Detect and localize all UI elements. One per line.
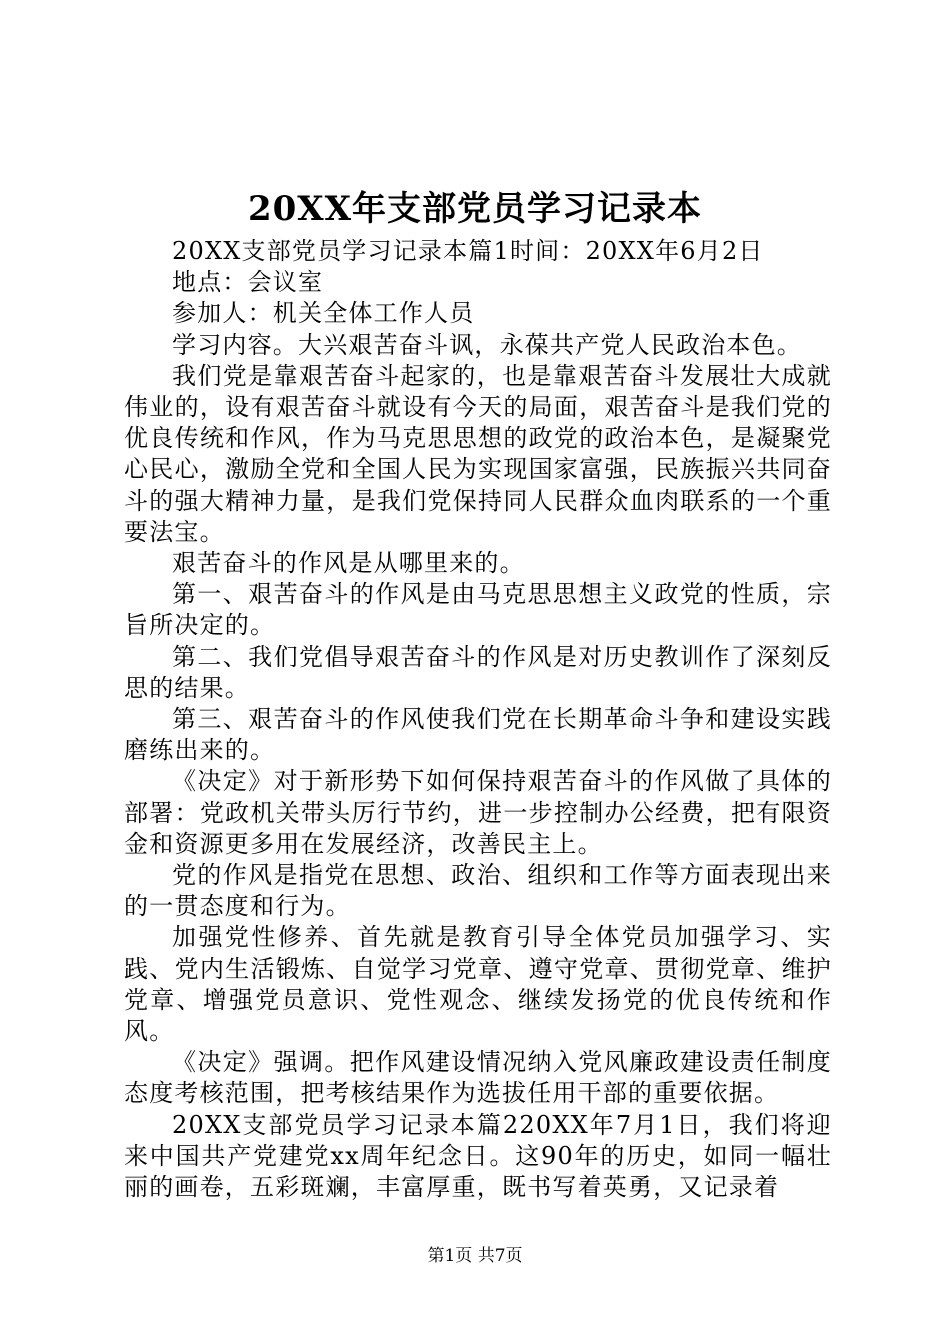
paragraph: 加强党性修养、首先就是教育引导全体党员加强学习、实践、党内生活锻炼、自觉学习党章、遵守党章、贯彻党章、维护党章、增强党员意识、党性观念、继续发扬党的优良传统和作风。 [124,923,832,1046]
page-footer: 第1页 共7页 [427,1246,523,1266]
paragraph: 地点：会议室 [172,268,324,297]
paragraph: 第一、艰苦奋斗的作风是由马克思思想主义政党的性质，宗旨所决定的。 [124,580,832,640]
paragraph: 《决定》对于新形势下如何保持艰苦奋斗的作风做了具体的部署：党政机关带头厉行节约，进一步控制办公经费，把有限资金和资源更多用在发展经济，改善民主上。 [124,767,832,858]
paragraph: 艰苦奋斗的作风是从哪里来的。 [172,549,525,578]
paragraph: 学习内容。大兴艰苦奋斗讽，永葆共产党人民政治本色。 [172,330,802,359]
paragraph: 第二、我们党倡导艰苦奋斗的作风是对历史教训作了深刻反思的结果。 [124,642,832,702]
paragraph: 党的作风是指党在思想、政治、组织和工作等方面表现出来的一贯态度和行为。 [124,861,832,921]
document-title: 20XX年支部党员学习记录本 [247,189,703,229]
document-body [124,236,832,1203]
paragraph: 20XX支部党员学习记录本篇220XX年7月1日，我们将迎来中国共产党建党xx周年纪念日。这90年的历史，如同一幅壮丽的画卷，五彩斑斓，丰富厚重，既书写着英勇，又记录着 [124,1110,832,1202]
paragraph: 参加人：机关全体工作人员 [172,299,475,328]
paragraph: 20XX支部党员学习记录本篇1时间：20XX年6月2日 [172,237,764,265]
paragraph: 我们党是靠艰苦奋斗起家的，也是靠艰苦奋斗发展壮大成就伟业的，设有艰苦奋斗就设有今天的局面，艰苦奋斗是我们党的优良传统和作风，作为马克思思想的政党的政治本色，是凝聚党心民心，激励全党和全国人民为实现国家富强，民族振兴共同奋斗的强大精神力量，是我们党保持同人民群众血肉联系的一个重要法宝。 [124,361,832,546]
paragraph: 第三、艰苦奋斗的作风使我们党在长期革命斗争和建设实践磨练出来的。 [124,705,832,765]
paragraph: 《决定》强调。把作风建设情况纳入党风廉政建设责任制度态度考核范围，把考核结果作为选拔任用干部的重要依据。 [124,1048,832,1108]
